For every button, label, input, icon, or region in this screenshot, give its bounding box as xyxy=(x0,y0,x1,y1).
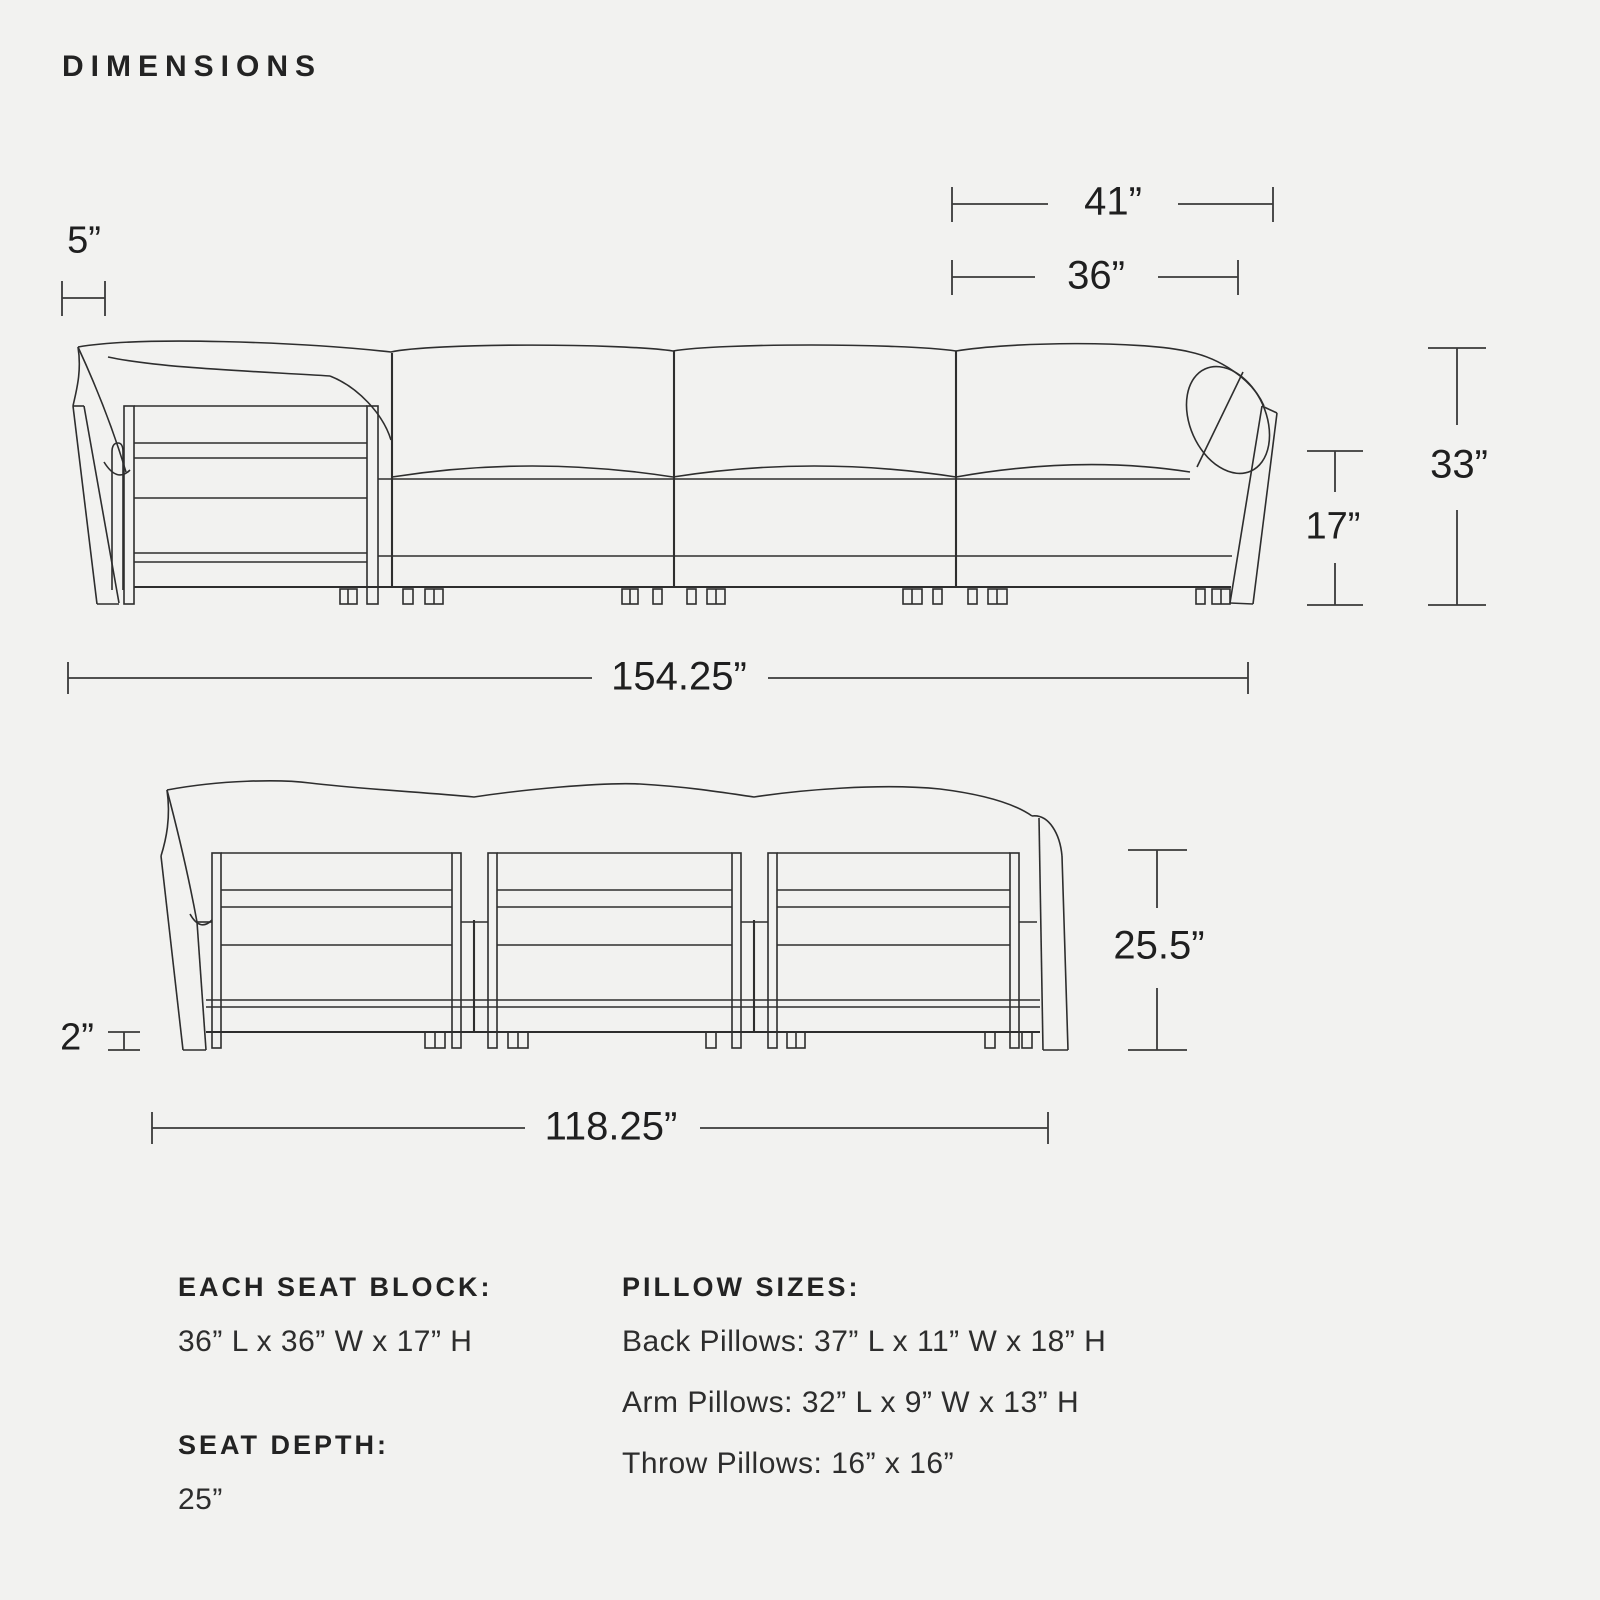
seat-block-value: 36” L x 36” W x 17” H xyxy=(178,1325,473,1358)
front-view-dimension-lines xyxy=(62,187,1486,694)
arm-pillows-value: Arm Pillows: 32” L x 9” W x 13” H xyxy=(622,1386,1080,1419)
seat-specs-column xyxy=(178,1272,493,1544)
bolster-pillow xyxy=(1171,353,1286,486)
dim-seat-block-width-label: 36” xyxy=(1067,253,1125,298)
front-view-drawing xyxy=(73,341,1285,604)
dim-arm-width-label: 5” xyxy=(67,219,101,262)
pillow-specs-column xyxy=(622,1272,1106,1508)
dim-back-frame-height-label: 25.5” xyxy=(1113,923,1205,968)
seat-block-heading: EACH SEAT BLOCK: xyxy=(178,1272,493,1302)
dim-leg-height-label: 2” xyxy=(60,1016,94,1059)
back-pillows-value: Back Pillows: 37” L x 11” W x 18” H xyxy=(622,1325,1107,1358)
seat-depth-value: 25” xyxy=(178,1483,223,1516)
dim-end-module-width-label: 41” xyxy=(1084,179,1142,224)
dim-back-overall-width-label: 118.25” xyxy=(544,1104,678,1149)
back-view-drawing xyxy=(161,781,1068,1050)
seat-depth-heading: SEAT DEPTH: xyxy=(178,1430,390,1460)
dim-seat-height-label: 17” xyxy=(1305,505,1361,548)
throw-pillows-value: Throw Pillows: 16” x 16” xyxy=(622,1447,955,1480)
pillow-sizes-heading: PILLOW SIZES: xyxy=(622,1272,861,1302)
dim-overall-height-label: 33” xyxy=(1430,442,1488,487)
dim-overall-width-label: 154.25” xyxy=(611,654,747,699)
back-view-dimension-lines xyxy=(108,850,1187,1144)
page-title: DIMENSIONS xyxy=(62,50,323,83)
